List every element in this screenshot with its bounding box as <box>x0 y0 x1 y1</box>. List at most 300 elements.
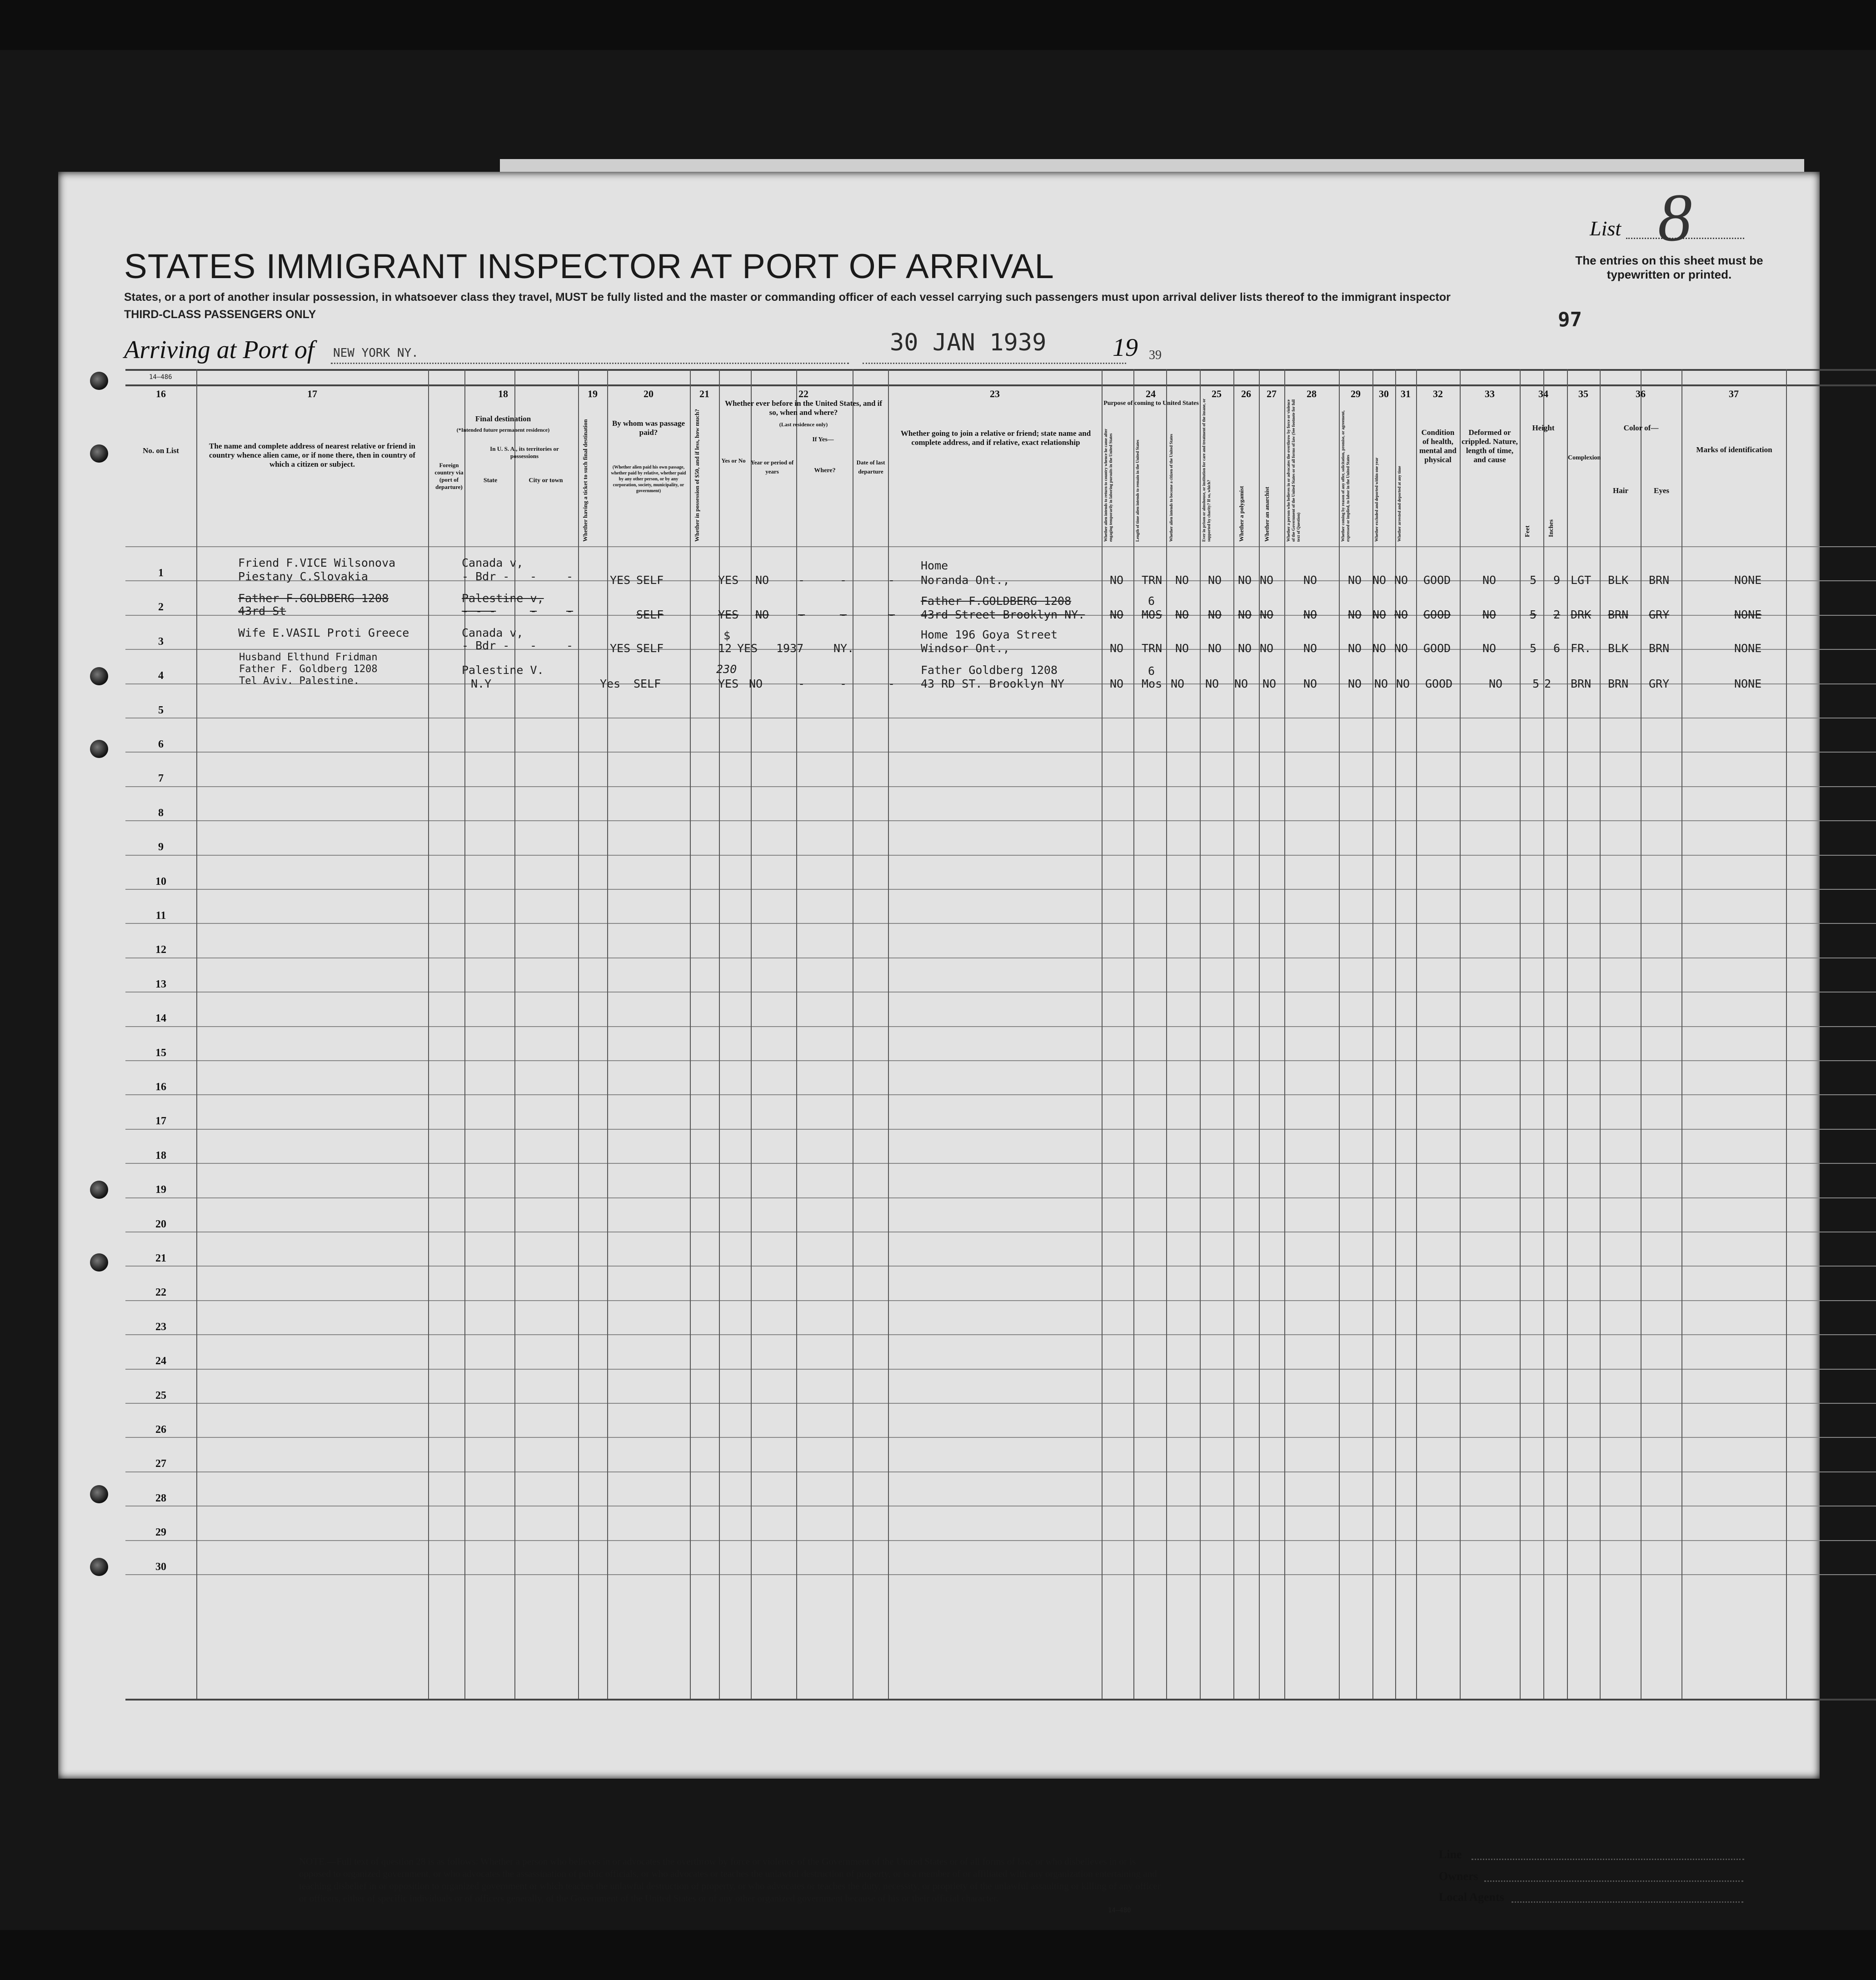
row2-before: NO <box>755 608 769 621</box>
row1-departure: - <box>888 574 895 587</box>
col-head-where: Where? <box>814 467 836 474</box>
row-rule <box>125 1197 1876 1198</box>
col-head-anarchist: Whether an anarchist <box>1263 487 1270 542</box>
date-line <box>863 363 1126 364</box>
row4-money: YES <box>718 677 739 690</box>
row-number: 16 <box>155 1081 166 1093</box>
column-rule <box>719 369 720 1699</box>
page-title: STATES IMMIGRANT INSPECTOR AT PORT OF ARRIVAL <box>124 247 1054 286</box>
row-rule <box>125 855 1876 856</box>
col-head-offer: Whether coming by reason of any offer, solicitation, promise, or agreement, expressed or implied, to labor in the United States <box>1341 410 1350 542</box>
row3-polygamist: NO <box>1238 642 1252 655</box>
row2-arrested: NO <box>1394 608 1408 621</box>
row3-return: NO <box>1110 642 1124 655</box>
row-number: 24 <box>155 1355 166 1367</box>
col-head-health: Condition of health, mental and physical <box>1419 428 1457 464</box>
col-num-17: 17 <box>307 388 317 399</box>
agents-signature-line <box>1512 1901 1743 1903</box>
col-num-31: 31 <box>1401 388 1411 399</box>
typewritten-note: The entries on this sheet must be typewritten or printed. <box>1575 254 1763 281</box>
row1-excluded: NO <box>1372 574 1387 587</box>
col-head-join-relative: Whether going to join a relative or friend; state name and complete address, and if relative, exact relationship <box>900 429 1091 447</box>
col-num-30: 30 <box>1379 388 1389 399</box>
row3-paid-by: SELF <box>636 642 664 655</box>
row-rule <box>125 1266 1876 1267</box>
col-head-polygamist: Whether a polygamist <box>1238 486 1245 542</box>
col-head-height: Height <box>1532 424 1555 432</box>
row3-prison: NO <box>1208 642 1222 655</box>
column-rule <box>578 369 579 1699</box>
list-number: 8 <box>1658 180 1692 255</box>
row4-where: - <box>840 677 847 690</box>
column-rule <box>1681 369 1682 1699</box>
col-head-citizen: Whether alien intends to become a citizen of the United States <box>1169 434 1173 542</box>
column-rule <box>1416 369 1417 1699</box>
col-num-25: 25 <box>1212 388 1222 399</box>
col-head-no-on-list: No. on List <box>143 446 179 455</box>
owners-label: Owners <box>1439 1870 1478 1883</box>
row3-year: 1937 <box>776 642 804 655</box>
col-head-city: City or town <box>529 477 563 484</box>
row1-foreign2: - Bdr - <box>462 570 510 583</box>
row1-citizen: NO <box>1175 574 1189 587</box>
row4-prison: NO <box>1205 677 1219 690</box>
row4-anarchist: NO <box>1262 677 1277 690</box>
row3-anarchist: NO <box>1260 642 1274 655</box>
col-head-return: Whether alien intends to return to country whence he came after engaging temporarily in laboring pursuits in the United States <box>1103 429 1113 542</box>
form-number-top: 14—486 <box>149 374 172 381</box>
row2-join-line1: Father F.GOLDBERG 1208 <box>921 594 1072 608</box>
row-rule <box>125 1129 1876 1130</box>
col-head-foreign-country: Foreign country via (port of departure) <box>434 462 464 490</box>
row3-feet: 5 <box>1530 642 1537 655</box>
date-stamp: 30 JAN 1939 <box>890 329 1047 356</box>
row3-inches: 6 <box>1553 642 1561 655</box>
col-head-before-in-us: Whether ever before in the United States, and if so, when and where? <box>724 399 883 417</box>
row1-relative-line1: Friend F.VICE Wilsonova <box>238 556 396 569</box>
column-rule <box>1641 369 1642 1699</box>
col-num-16: 16 <box>156 388 166 399</box>
col-num-19: 19 <box>588 388 598 399</box>
row2-offer: NO <box>1348 608 1362 621</box>
row2-anarchist: NO <box>1260 608 1274 621</box>
col-num-22: 22 <box>798 388 808 399</box>
column-rule <box>428 369 429 1699</box>
row3-arrested: NO <box>1394 642 1408 655</box>
row1-hair: BLK <box>1608 574 1629 587</box>
row-number: 27 <box>155 1458 166 1470</box>
row4-relative-line1: Husband Elthund Fridman <box>239 652 378 663</box>
row-rule <box>125 820 1876 821</box>
row3-join-line2: Windsor Ont., <box>921 642 1010 655</box>
col-head-relative: The name and complete address of nearest relative or friend in country whence alien came, or if none there, then in country of which a citizen or subject. <box>209 442 416 469</box>
column-rule <box>1460 369 1461 1699</box>
punch-hole <box>90 740 108 758</box>
row3-eyes: BRN <box>1649 642 1670 655</box>
row4-deformed: NO <box>1489 677 1503 690</box>
col-head-ticket: Whether having a ticket to such final destination <box>582 419 589 542</box>
row-rule <box>125 889 1876 890</box>
col-head-if-yes: If Yes— <box>812 436 834 443</box>
row2-marks: NONE <box>1734 608 1762 621</box>
row3-before: YES <box>737 642 758 655</box>
film-edge-top <box>0 0 1876 50</box>
row1-foreign: Canada v, <box>462 556 524 569</box>
row-rule <box>125 1574 1876 1575</box>
row2-paid-by: SELF <box>636 608 664 621</box>
row2-money: YES <box>718 608 739 621</box>
row-number: 5 <box>158 704 164 716</box>
column-rule <box>1520 369 1521 1699</box>
row-rule <box>125 1540 1876 1541</box>
col-head-usa: In U. S. A., its territories or possessions <box>490 445 559 459</box>
col-head-final-destination: Final destination <box>475 414 531 423</box>
row-number: 30 <box>155 1561 166 1573</box>
row1-join-line1: Home <box>921 559 948 572</box>
row1-deformed: NO <box>1482 574 1497 587</box>
row4-length: Mos <box>1142 677 1163 690</box>
column-rule <box>888 369 889 1699</box>
row2-health: GOOD <box>1423 608 1451 621</box>
row4-offer: NO <box>1348 677 1362 690</box>
row4-relative-line2: Father F. Goldberg 1208 <box>239 663 378 675</box>
row3-citizen: NO <box>1175 642 1189 655</box>
col-head-feet: Feet <box>1524 525 1531 537</box>
row3-ticket: YES <box>610 642 631 655</box>
column-rule <box>1372 369 1373 1699</box>
col-num-37: 37 <box>1729 388 1739 399</box>
row2-prison: NO <box>1208 608 1222 621</box>
row4-arrested: NO <box>1396 677 1410 690</box>
col-head-before-note: (Last residence only) <box>779 421 828 428</box>
row1-arrested: NO <box>1394 574 1408 587</box>
row1-complexion: LGT <box>1571 574 1592 587</box>
row2-complexion: DRK <box>1571 608 1592 621</box>
row4-citizen: NO <box>1171 677 1185 690</box>
class-line: THIRD-CLASS PASSENGERS ONLY <box>124 308 316 321</box>
row1-marks: NONE <box>1734 574 1762 587</box>
row1-length: TRN <box>1142 574 1163 587</box>
line-signature-line <box>1472 1859 1744 1860</box>
col-head-length: Length of time alien intends to remain in the United States <box>1135 439 1140 542</box>
row-rule <box>125 1026 1876 1027</box>
stamp-number: 97 <box>1558 308 1582 331</box>
row4-paid-by: SELF <box>634 677 661 690</box>
row4-departure: - <box>888 677 895 690</box>
form-number: 14—480 <box>1108 1907 1131 1914</box>
row-number: 21 <box>155 1252 166 1264</box>
column-rule <box>796 369 797 1699</box>
row-rule <box>125 1060 1876 1061</box>
footer <box>125 1699 1876 1949</box>
row1-before: NO <box>755 574 769 587</box>
row2-inches: 2 <box>1553 608 1561 621</box>
row-rule <box>125 1437 1876 1438</box>
year-prefix: 19 <box>1113 334 1138 362</box>
col-head-last-departure: Date of last departure <box>856 459 885 475</box>
column-rule <box>1339 369 1340 1699</box>
col-head-complexion: Complexion <box>1568 454 1601 461</box>
row-number: 2 <box>158 601 164 613</box>
row1-state: - <box>530 570 537 583</box>
row4-overthrow: NO <box>1303 677 1317 690</box>
col-head-inches: Inches <box>1548 519 1555 537</box>
row3-excluded: NO <box>1372 642 1387 655</box>
row2-feet: 5 <box>1530 608 1537 621</box>
col-num-21: 21 <box>699 388 709 399</box>
col-num-29: 29 <box>1351 388 1361 399</box>
row-number: 1 <box>158 567 164 579</box>
row-number: 14 <box>155 1012 166 1025</box>
row-number: 7 <box>158 773 164 785</box>
row-number: 8 <box>158 807 164 819</box>
col-head-yes-no: Yes or No <box>721 457 746 464</box>
column-rule <box>196 369 197 1699</box>
row-rule <box>125 1403 1876 1404</box>
row1-return: NO <box>1110 574 1124 587</box>
col-head-excluded: Whether excluded and deported within one year <box>1374 457 1379 542</box>
row2-relative-line2: 43rd St <box>238 604 286 618</box>
row1-where: - <box>840 574 847 587</box>
row2-polygamist: NO <box>1238 608 1252 621</box>
row4-state: N.Y <box>471 677 492 690</box>
column-rule <box>1200 369 1201 1699</box>
row3-complexion: FR. <box>1571 642 1592 655</box>
column-rule <box>1284 369 1285 1699</box>
row-number: 22 <box>155 1287 166 1299</box>
row4-inches: 2 <box>1544 677 1552 690</box>
row-number: 10 <box>155 875 166 888</box>
row-rule <box>125 1300 1876 1301</box>
column-rule <box>751 369 752 1699</box>
row2-year: - <box>798 608 805 621</box>
row3-overthrow: NO <box>1303 642 1317 655</box>
row2-length: MOS <box>1142 608 1163 621</box>
row4-ticket: Yes <box>600 677 621 690</box>
row3-join-line1: Home 196 Goya Street <box>921 628 1058 641</box>
row1-anarchist: NO <box>1260 574 1274 587</box>
row-number: 17 <box>155 1115 166 1127</box>
row-number: 3 <box>158 635 164 648</box>
column-rule <box>690 369 691 1699</box>
row1-relative-line2: Piestany C.Slovakia <box>238 570 368 583</box>
col-head-hair: Hair <box>1613 486 1628 495</box>
rule <box>125 369 1876 371</box>
row-rule <box>125 1094 1876 1095</box>
row3-hair: BLK <box>1608 642 1629 655</box>
row4-year: - <box>798 677 805 690</box>
row1-eyes: BRN <box>1649 574 1670 587</box>
punch-hole <box>90 1181 108 1199</box>
row-number: 9 <box>158 841 164 853</box>
row2-length-top: 6 <box>1148 594 1155 608</box>
row-rule <box>125 752 1876 753</box>
row1-polygamist: NO <box>1238 574 1252 587</box>
row-rule <box>125 1334 1876 1335</box>
row3-city: - <box>566 639 574 652</box>
column-rule <box>1600 369 1601 1699</box>
row-number: 4 <box>158 670 164 682</box>
col-head-eyes: Eyes <box>1654 486 1669 495</box>
row4-join-line1: Father Goldberg 1208 <box>921 663 1058 677</box>
punch-hole <box>90 1253 108 1272</box>
row3-offer: NO <box>1348 642 1362 655</box>
punch-hole <box>90 1485 108 1503</box>
row4-relative-line3: Tel Aviv. Palestine. <box>239 675 359 687</box>
row3-deformed: NO <box>1482 642 1497 655</box>
column-rule <box>1166 369 1167 1699</box>
col-num-28: 28 <box>1307 388 1317 399</box>
col-head-color: Color of— <box>1623 424 1659 432</box>
rule <box>125 546 1876 547</box>
row1-feet: 5 <box>1530 574 1537 587</box>
row2-relative-line1: Father F.GOLDBERG 1208 <box>238 592 389 605</box>
row-rule <box>125 923 1876 924</box>
row-number: 23 <box>155 1321 166 1333</box>
col-head-passage-paid: By whom was passage paid? <box>612 419 685 437</box>
row2-where: - <box>840 608 847 621</box>
col-head-prison: Ever in prison or almshouse, or institution for care and treatment of the insane, or supported by charity? If so, which? <box>1202 399 1211 542</box>
col-head-year: Year or period of years <box>750 459 794 475</box>
col-head-final-destination-note: (*Intended future permanent residence) <box>456 427 550 433</box>
row4-money-top: 230 <box>716 663 737 676</box>
col-num-34: 34 <box>1538 388 1548 399</box>
row2-hair: BRN <box>1608 608 1629 621</box>
col-num-24: 24 <box>1146 388 1156 399</box>
row3-state: - <box>530 639 537 652</box>
row-number: 28 <box>155 1492 166 1504</box>
row-rule <box>125 1471 1876 1472</box>
row3-where: NY. <box>833 642 854 655</box>
row-number: 29 <box>155 1526 166 1539</box>
row-number: 11 <box>155 910 166 922</box>
col-num-27: 27 <box>1267 388 1277 399</box>
rule <box>125 384 1876 386</box>
row-rule <box>125 1163 1876 1164</box>
row2-return: NO <box>1110 608 1124 621</box>
column-rule <box>1259 369 1260 1699</box>
column-rule <box>1567 369 1568 1699</box>
line-label: Line <box>1439 1848 1462 1861</box>
col-num-36: 36 <box>1636 388 1646 399</box>
row1-overthrow: NO <box>1303 574 1317 587</box>
row2-foreign: Palestine v, <box>462 592 544 605</box>
col-num-20: 20 <box>644 388 654 399</box>
row4-join-line2: 43 RD ST. Brooklyn NY <box>921 677 1065 690</box>
row3-relative-line1: Wife E.VASIL Proti Greece <box>238 626 409 639</box>
col-head-passage-paid-note: (Whether alien paid his own passage, whether paid by relative, whether paid by any other person, or by any corporation, society, municipality, or government) <box>611 465 686 494</box>
row1-inches: 9 <box>1553 574 1561 587</box>
row4-complexion: BRN <box>1571 677 1592 690</box>
col-head-marks: Marks of identification <box>1696 445 1772 454</box>
col-head-money: Whether in possession of $50, and if less, how much? <box>694 409 700 542</box>
col-num-33: 33 <box>1485 388 1495 399</box>
row3-money-top: $ <box>723 629 731 642</box>
row1-join-line2: Noranda Ont., <box>921 574 1010 587</box>
column-rule <box>1133 369 1134 1699</box>
col-head-overthrow: Whether a person who believes in or advocates the overthrow by force or violence of the Government of the United States or of all forms of law (See footnote for full text of Question) <box>1286 399 1301 542</box>
manifest-sheet <box>58 172 1820 1914</box>
row4-foreign: Palestine V. <box>462 663 544 677</box>
year-suffix: 39 <box>1149 348 1162 362</box>
row-rule <box>125 786 1876 787</box>
column-rule <box>1786 369 1787 1699</box>
col-head-arrested: Whether arrested and deported at any time <box>1397 466 1402 542</box>
column-rule <box>1233 369 1234 1699</box>
col-num-35: 35 <box>1578 388 1588 399</box>
column-rule <box>1543 369 1544 1699</box>
column-rule <box>1395 369 1396 1699</box>
row2-state: - <box>530 604 537 618</box>
port-value: NEW YORK NY. <box>333 346 419 360</box>
row4-hair: BRN <box>1608 677 1629 690</box>
row2-overthrow: NO <box>1303 608 1317 621</box>
col-head-purpose: Purpose of coming to United States <box>1103 400 1199 407</box>
punch-hole <box>90 667 108 685</box>
row-number: 15 <box>155 1047 166 1059</box>
row-number: 19 <box>155 1184 166 1196</box>
row2-citizen: NO <box>1175 608 1189 621</box>
row1-prison: NO <box>1208 574 1222 587</box>
col-num-18: 18 <box>498 388 508 399</box>
row2-deformed: NO <box>1482 608 1497 621</box>
row4-excluded: NO <box>1374 677 1388 690</box>
port-line <box>331 363 849 364</box>
column-rule <box>1102 369 1103 1699</box>
row4-polygamist: NO <box>1234 677 1248 690</box>
row2-city: - <box>566 604 574 618</box>
col-head-state: State <box>483 477 498 484</box>
column-rule <box>607 369 608 1699</box>
row2-eyes: GRY <box>1649 608 1670 621</box>
arriving-label: Arriving at Port of <box>124 336 314 364</box>
row-number: 13 <box>155 978 166 990</box>
row3-length: TRN <box>1142 642 1163 655</box>
row1-money: YES <box>718 574 739 587</box>
col-num-23: 23 <box>990 388 1000 399</box>
list-label: List <box>1590 217 1622 240</box>
punch-hole <box>90 1558 108 1576</box>
row4-before: NO <box>749 677 763 690</box>
row-number: 12 <box>155 944 166 956</box>
row3-health: GOOD <box>1423 642 1451 655</box>
row-rule <box>125 1369 1876 1370</box>
row-number: 6 <box>158 738 164 750</box>
row3-marks: NONE <box>1734 642 1762 655</box>
row1-ticket: YES <box>610 574 631 587</box>
row-number: 26 <box>155 1424 166 1436</box>
row4-return: NO <box>1110 677 1124 690</box>
row2-departure: - <box>888 608 895 621</box>
owners-signature-line <box>1484 1880 1743 1882</box>
row1-city: - <box>566 570 574 583</box>
col-num-32: 32 <box>1433 388 1443 399</box>
col-num-26: 26 <box>1241 388 1251 399</box>
row1-year: - <box>798 574 805 587</box>
row1-offer: NO <box>1348 574 1362 587</box>
row-number: 20 <box>155 1218 166 1230</box>
manifest-table <box>125 369 1876 1699</box>
row4-marks: NONE <box>1734 677 1762 690</box>
row-number: 25 <box>155 1389 166 1401</box>
row4-health: GOOD <box>1425 677 1453 690</box>
row4-eyes: GRY <box>1649 677 1670 690</box>
col-head-deformed: Deformed or crippled. Nature, length of time, and cause <box>1462 428 1518 464</box>
row4-feet: 5 <box>1532 677 1540 690</box>
page-subtitle: States, or a port of another insular possession, in whatsoever class they travel, MUST be fully listed and the master or commanding officer of each vessel carrying such passengers must upon arrival deliver lists thereof to the immigrant inspector <box>124 291 1451 304</box>
question-28-note: NOTE.—Full text of question 28 is as follows: Whether a person who believes in or advocates the overthrow by force or violence of the Government of the United States or of all forms of law, or who disbelieves in or is opposed to organized government, or who advocates the assassination of public officials, or who advocates or teaches the unlawful destruction of property, or is a member of or affiliated with any organization entertaining and teaching disbelief in or opposition to organized government or which teaches the unlawful destruction of property, or who advocates or teaches the duty, necessity, or propriety of the unlawful assaulting or killing of any officer or officers, either of specific individuals or of officers generally, of the Government of the United States or of any other organized government because of his or their official character. <box>299 1856 1161 1904</box>
punch-hole <box>90 444 108 463</box>
